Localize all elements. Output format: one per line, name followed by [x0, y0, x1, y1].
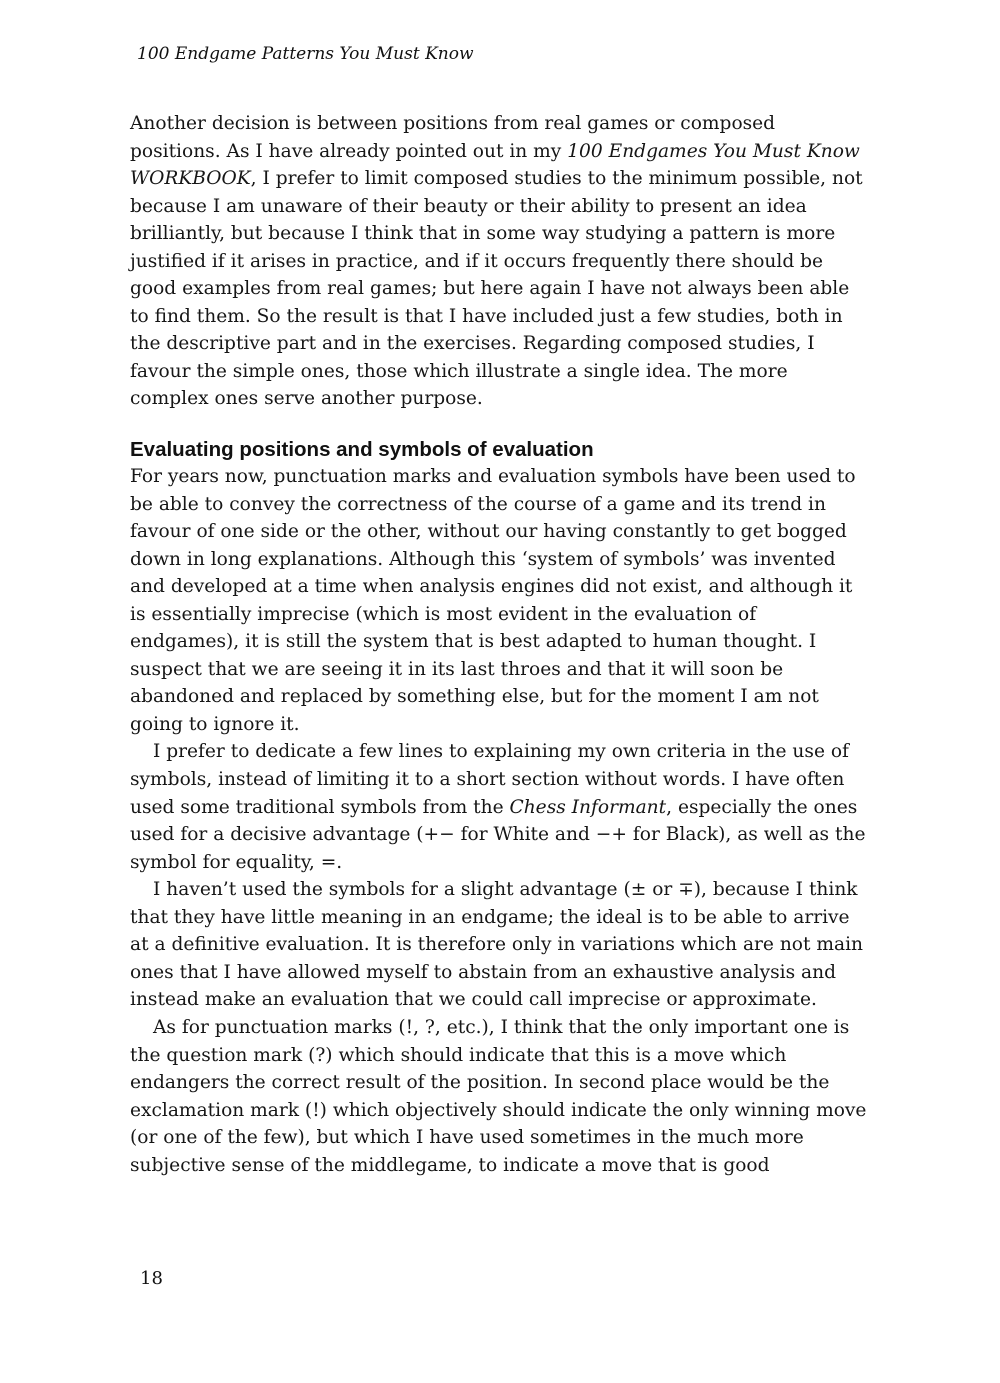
paragraph-text: I prefer to dedicate a few lines to explaining my own criteria in the use of symbols, instead of limiting it to a short section without words. I have often used some traditional symbols from the — [130, 741, 849, 818]
publication-title-italic: Chess Informant — [509, 796, 667, 818]
paragraph-text: , I prefer to limit composed studies to the minimum possible, not because I am unaware of their beauty or their ability to present an idea brilliantly, but because I think that in some way studying a pattern is more justified if it arises in practice, and if it occurs frequently there should be good examples from real games; but here again I have not always been able to find them. So the result is that I have included just a few studies, both in the descriptive part and in the exercises. Regarding composed studies, I favour the simple ones, those which illustrate a single idea. The more complex ones serve another purpose. — [130, 168, 863, 410]
paragraph-composed-studies — [130, 110, 870, 413]
paragraph-symbols-intro: For years now, punctuation marks and evaluation symbols have been used to be able to convey the correctness of the course of a game and its trend in favour of one side or the other, without our having constantly to get bogged down in long explanations. Although this ‘system of symbols’ was invented and developed at a time when analysis engines did not exist, and although it is essentially imprecise (which is most evident in the evaluation of endgames), it is still the system that is best adapted to human thought. I suspect that we are seeing it in its last throes and that it will soon be abandoned and replaced by something else, but for the moment I am not going to ignore it. — [130, 466, 856, 735]
book-title-italic: 100 Endgames You Must Know WORKBOOK — [130, 140, 860, 190]
page-number: 18 — [140, 1268, 163, 1289]
body-text — [130, 110, 870, 1179]
paragraph-punctuation-marks: As for punctuation marks (!, ?, etc.), I think that the only important one is the question mark (?) which should indicate that this is a move which endangers the correct result of the position. In second place would be the exclamation mark (!) which objectively should indicate the only winning move (or one of the few), but which I have used sometimes in the much more subjective sense of the middlegame, to indicate a move that is good — [130, 1016, 867, 1176]
paragraph-slight-advantage: I haven’t used the symbols for a slight advantage (± or ∓), because I think that they have little meaning in an endgame; the ideal is to be able to arrive at a definitive evaluation. It is therefore only in variations which are not main ones that I have allowed myself to abstain from an exhaustive analysis and instead make an evaluation that we could call imprecise or approximate. — [130, 879, 864, 1011]
section-heading: Evaluating positions and symbols of evaluation — [130, 438, 594, 462]
running-head: 100 Endgame Patterns You Must Know — [137, 44, 474, 64]
paragraph-traditional-symbols — [130, 738, 870, 876]
paragraph-text: , especially the ones used for a decisive advantage (+− for White and −+ for Black), as well as the symbol for equality, =. — [130, 796, 866, 873]
paragraph-text: Another decision is between positions from real games or composed positions. As I have already pointed out in my — [130, 113, 776, 162]
